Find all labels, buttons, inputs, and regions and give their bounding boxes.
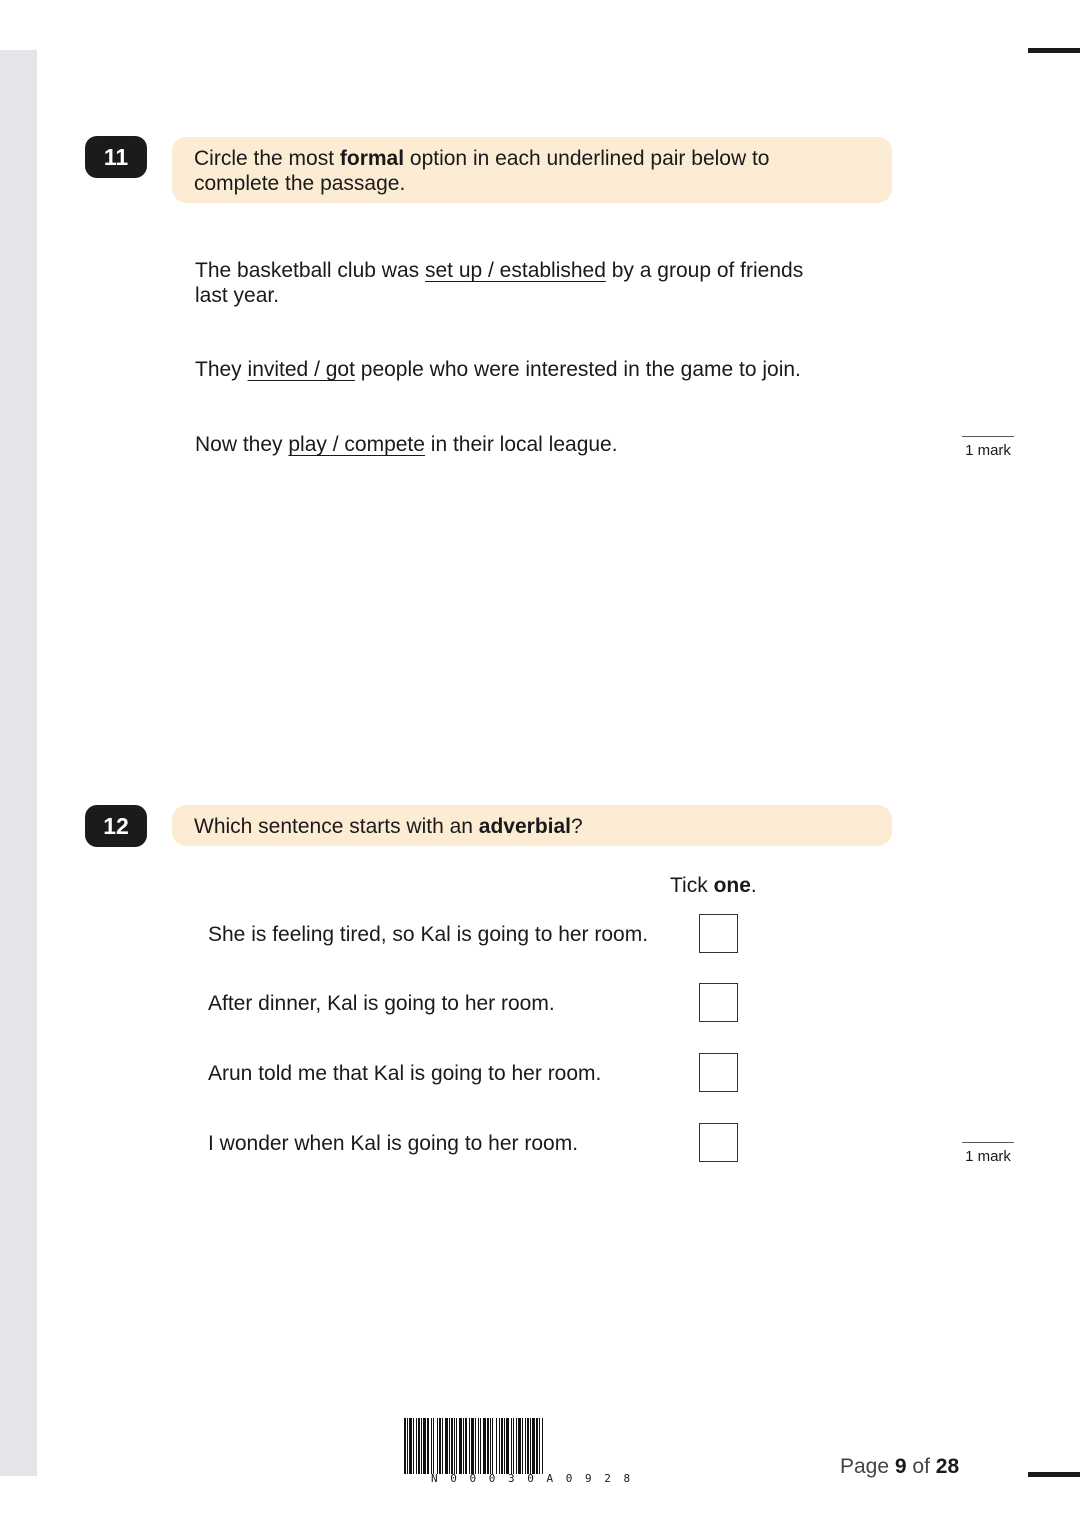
passage-sentence-3: Now they play / compete in their local league. [195,433,618,456]
passage-sentence-2: They invited / got people who were interested in the game to join. [195,358,801,381]
question-11-instruction: Circle the most formal option in each underlined pair below to complete the passage. [172,137,892,203]
barcode-text: N 0 0 0 3 0 A 0 9 2 8 [431,1472,634,1485]
tick-box[interactable] [699,914,738,953]
option-pair-3[interactable]: play / compete [288,433,425,456]
corner-mark-top [1028,48,1080,53]
option-row-1 [208,914,748,954]
tick-instruction: Tick one. [670,874,757,897]
corner-mark-bottom [1028,1472,1080,1477]
option-text: I wonder when Kal is going to her room. [208,1132,579,1155]
option-text: She is feeling tired, so Kal is going to her room. [208,923,649,946]
option-text: After dinner, Kal is going to her room. [208,992,555,1015]
option-row-3 [208,1053,748,1093]
question-number-12: 12 [85,805,147,847]
margin-strip [0,50,37,1476]
option-pair-1[interactable]: set up / established [424,259,606,282]
question-12-instruction: Which sentence starts with an adverbial? [172,805,892,846]
option-row-4 [208,1123,748,1163]
tick-box[interactable] [699,1053,738,1092]
option-text: Arun told me that Kal is going to her room. [208,1062,602,1085]
mark-label-11: 1 mark [962,436,1014,459]
mark-label-12: 1 mark [962,1142,1014,1165]
barcode [403,1418,703,1493]
option-pair-2[interactable]: invited / got [247,358,355,381]
tick-box[interactable] [699,1123,738,1162]
question-number-11: 11 [85,136,147,178]
passage-sentence-1: The basketball club was set up / established by a group of friends last year. [195,259,804,307]
tick-box[interactable] [699,983,738,1022]
option-row-2 [208,983,748,1023]
page-number: Page 9 of 28 [840,1455,960,1478]
